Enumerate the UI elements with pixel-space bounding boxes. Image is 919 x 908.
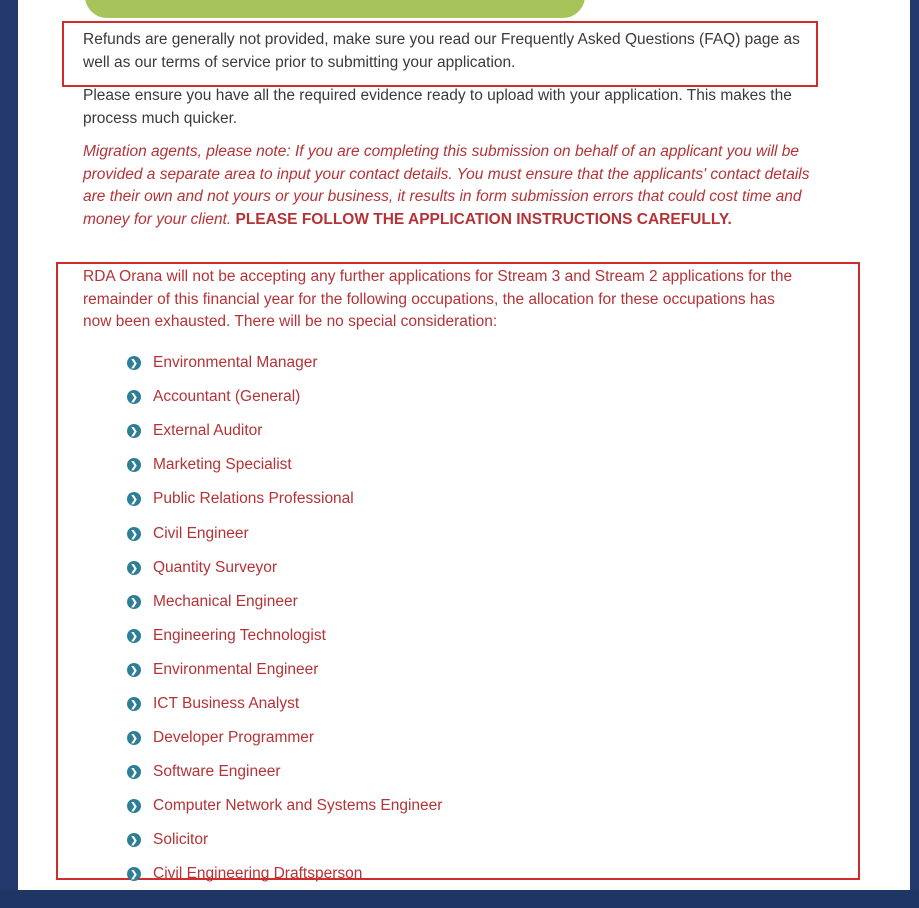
occupation-label: Accountant (General)	[153, 388, 301, 406]
stream-closure-notice: RDA Orana will not be accepting any further applications for Stream 3 and Stream 2 applications for the remainder of this financial year for the following occupations, the allocation for these occupations has now been exhausted. There will be no special consideration:	[83, 268, 793, 330]
occupation-label: Civil Engineering Draftsperson	[153, 865, 363, 883]
occupation-list-item	[127, 789, 442, 823]
chevron-right-circle-icon: ❯	[127, 765, 141, 779]
occupation-list-item	[127, 687, 442, 721]
occupation-list-item	[127, 857, 442, 891]
occupation-label: Engineering Technologist	[153, 626, 326, 644]
chevron-right-circle-icon: ❯	[127, 595, 141, 609]
occupation-label: Mechanical Engineer	[153, 592, 298, 610]
occupation-label: Software Engineer	[153, 763, 281, 781]
occupation-label: Computer Network and Systems Engineer	[153, 797, 443, 815]
occupation-list-item	[127, 516, 442, 550]
occupation-label: Environmental Manager	[153, 354, 318, 372]
occupation-list-item	[127, 414, 442, 448]
chevron-right-circle-icon: ❯	[127, 731, 141, 745]
occupation-list-item	[127, 482, 442, 516]
occupation-list-item	[127, 380, 442, 414]
chevron-right-circle-icon: ❯	[127, 697, 141, 711]
occupation-list-item	[127, 755, 442, 789]
chevron-right-circle-icon: ❯	[127, 663, 141, 677]
occupation-label: External Auditor	[153, 422, 263, 440]
chevron-right-circle-icon: ❯	[127, 458, 141, 472]
instructions-emphasis: PLEASE FOLLOW THE APPLICATION INSTRUCTIONS CAREFULLY.	[235, 210, 732, 228]
occupation-list-item	[127, 346, 442, 380]
occupation-list-item	[127, 448, 442, 482]
chevron-right-circle-icon: ❯	[127, 833, 141, 847]
chevron-right-circle-icon: ❯	[127, 629, 141, 643]
chevron-right-circle-icon: ❯	[127, 799, 141, 813]
occupation-list-item	[127, 823, 442, 857]
migration-agents-text: Migration agents, please note: If you are completing this submission on behalf of an applicant you will be provided a separate area to input your contact details. You must ensure that the applicants' contact details are their own and not yours or your business, it results in form submission errors that could cost time and money for your client.	[83, 143, 810, 228]
chevron-right-circle-icon: ❯	[127, 492, 141, 506]
refund-notice: Refunds are generally not provided, make sure you read our Frequently Asked Questions (FAQ) page as well as our terms of service prior to submitting your application.	[83, 31, 800, 71]
chevron-right-circle-icon: ❯	[127, 424, 141, 438]
chevron-right-circle-icon: ❯	[127, 390, 141, 404]
green-accent-bar	[85, 0, 585, 18]
window-bottom-edge	[0, 890, 919, 908]
chevron-right-circle-icon: ❯	[127, 561, 141, 575]
occupation-list-item	[127, 721, 442, 755]
occupation-label: Environmental Engineer	[153, 660, 319, 678]
occupation-list-item	[127, 585, 442, 619]
occupation-list-item	[127, 551, 442, 585]
chevron-right-circle-icon: ❯	[127, 867, 141, 881]
occupation-label: Solicitor	[153, 831, 209, 849]
occupation-label: Public Relations Professional	[153, 490, 354, 508]
occupation-label: Quantity Surveyor	[153, 558, 278, 576]
chevron-right-circle-icon: ❯	[127, 356, 141, 370]
evidence-notice: Please ensure you have all the required evidence ready to upload with your application. This makes the process much quicker.	[83, 87, 792, 127]
occupation-label: Marketing Specialist	[153, 456, 292, 474]
occupation-list	[127, 346, 442, 892]
occupation-label: Developer Programmer	[153, 729, 315, 747]
occupation-label: ICT Business Analyst	[153, 694, 300, 712]
page-content	[18, 0, 910, 890]
occupation-label: Civil Engineer	[153, 524, 249, 542]
occupation-list-item	[127, 619, 442, 653]
migration-agents-notice	[83, 141, 818, 231]
occupation-list-item	[127, 653, 442, 687]
chevron-right-circle-icon: ❯	[127, 527, 141, 541]
